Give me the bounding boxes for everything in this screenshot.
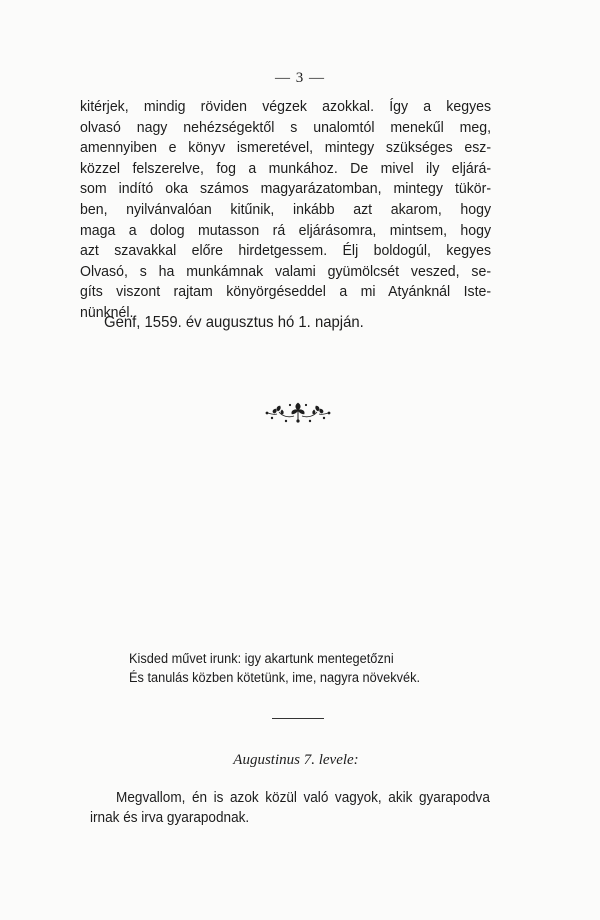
section-heading: [0, 752, 600, 769]
paragraph-line: amennyiben e könyv ismeretével, mintegy szükséges esz-: [80, 139, 492, 157]
paragraph-line: olvasó nagy nehézségektől s unalomtól menekűl meg,: [80, 118, 492, 136]
paragraph-line: közzel felszerelve, fog a munkához. De mivel ily eljárá-: [80, 159, 492, 177]
paragraph-line: maga a dolog mutasson rá eljárásomra, mintsem, hogy: [80, 221, 492, 239]
verse-line: És tanulás közben kötetünk, ime, nagyra növekvék.: [129, 670, 421, 686]
paragraph-line: nünknél.: [80, 303, 134, 321]
page-number: — 3 —: [275, 70, 325, 86]
paragraph-line: azt szavakkal előre hirdetgessem. Élj boldogúl, kegyes: [80, 242, 492, 260]
paragraph-line: gíts viszont rajtam könyörgéseddel a mi Atyánknál Iste-: [80, 283, 492, 301]
paragraph-line: som indító oka számos magyarázatomban, mintegy tükör-: [80, 180, 492, 198]
verse-couplet: [129, 650, 420, 688]
main-paragraph: [80, 97, 491, 324]
paragraph-line: ben, nyilvánvalóan kitűnik, inkább azt akarom, hogy: [80, 200, 492, 218]
paragraph-line: kitérjek, mindig röviden végzek azokkal. Így a kegyes: [80, 98, 492, 115]
section-divider: [272, 718, 324, 719]
floral-ornament-icon: [258, 400, 338, 426]
section-heading-text: Augustinus 7. levele:: [233, 752, 359, 768]
paragraph-line: Olvasó, s ha munkámnak valami gyümölcsét veszed, se-: [80, 262, 492, 280]
letter-opening: [90, 789, 490, 828]
letter-line: Megvallom, én is azok közül való vagyok, akik gyarapodva: [116, 790, 490, 806]
dateline: Genf, 1559. év augusztus hó 1. napján.: [104, 314, 364, 331]
letter-line: irnak és irva gyarapodnak.: [90, 809, 250, 826]
verse-line: Kisded művet irunk: igy akartunk mentegetőzni: [129, 651, 394, 667]
